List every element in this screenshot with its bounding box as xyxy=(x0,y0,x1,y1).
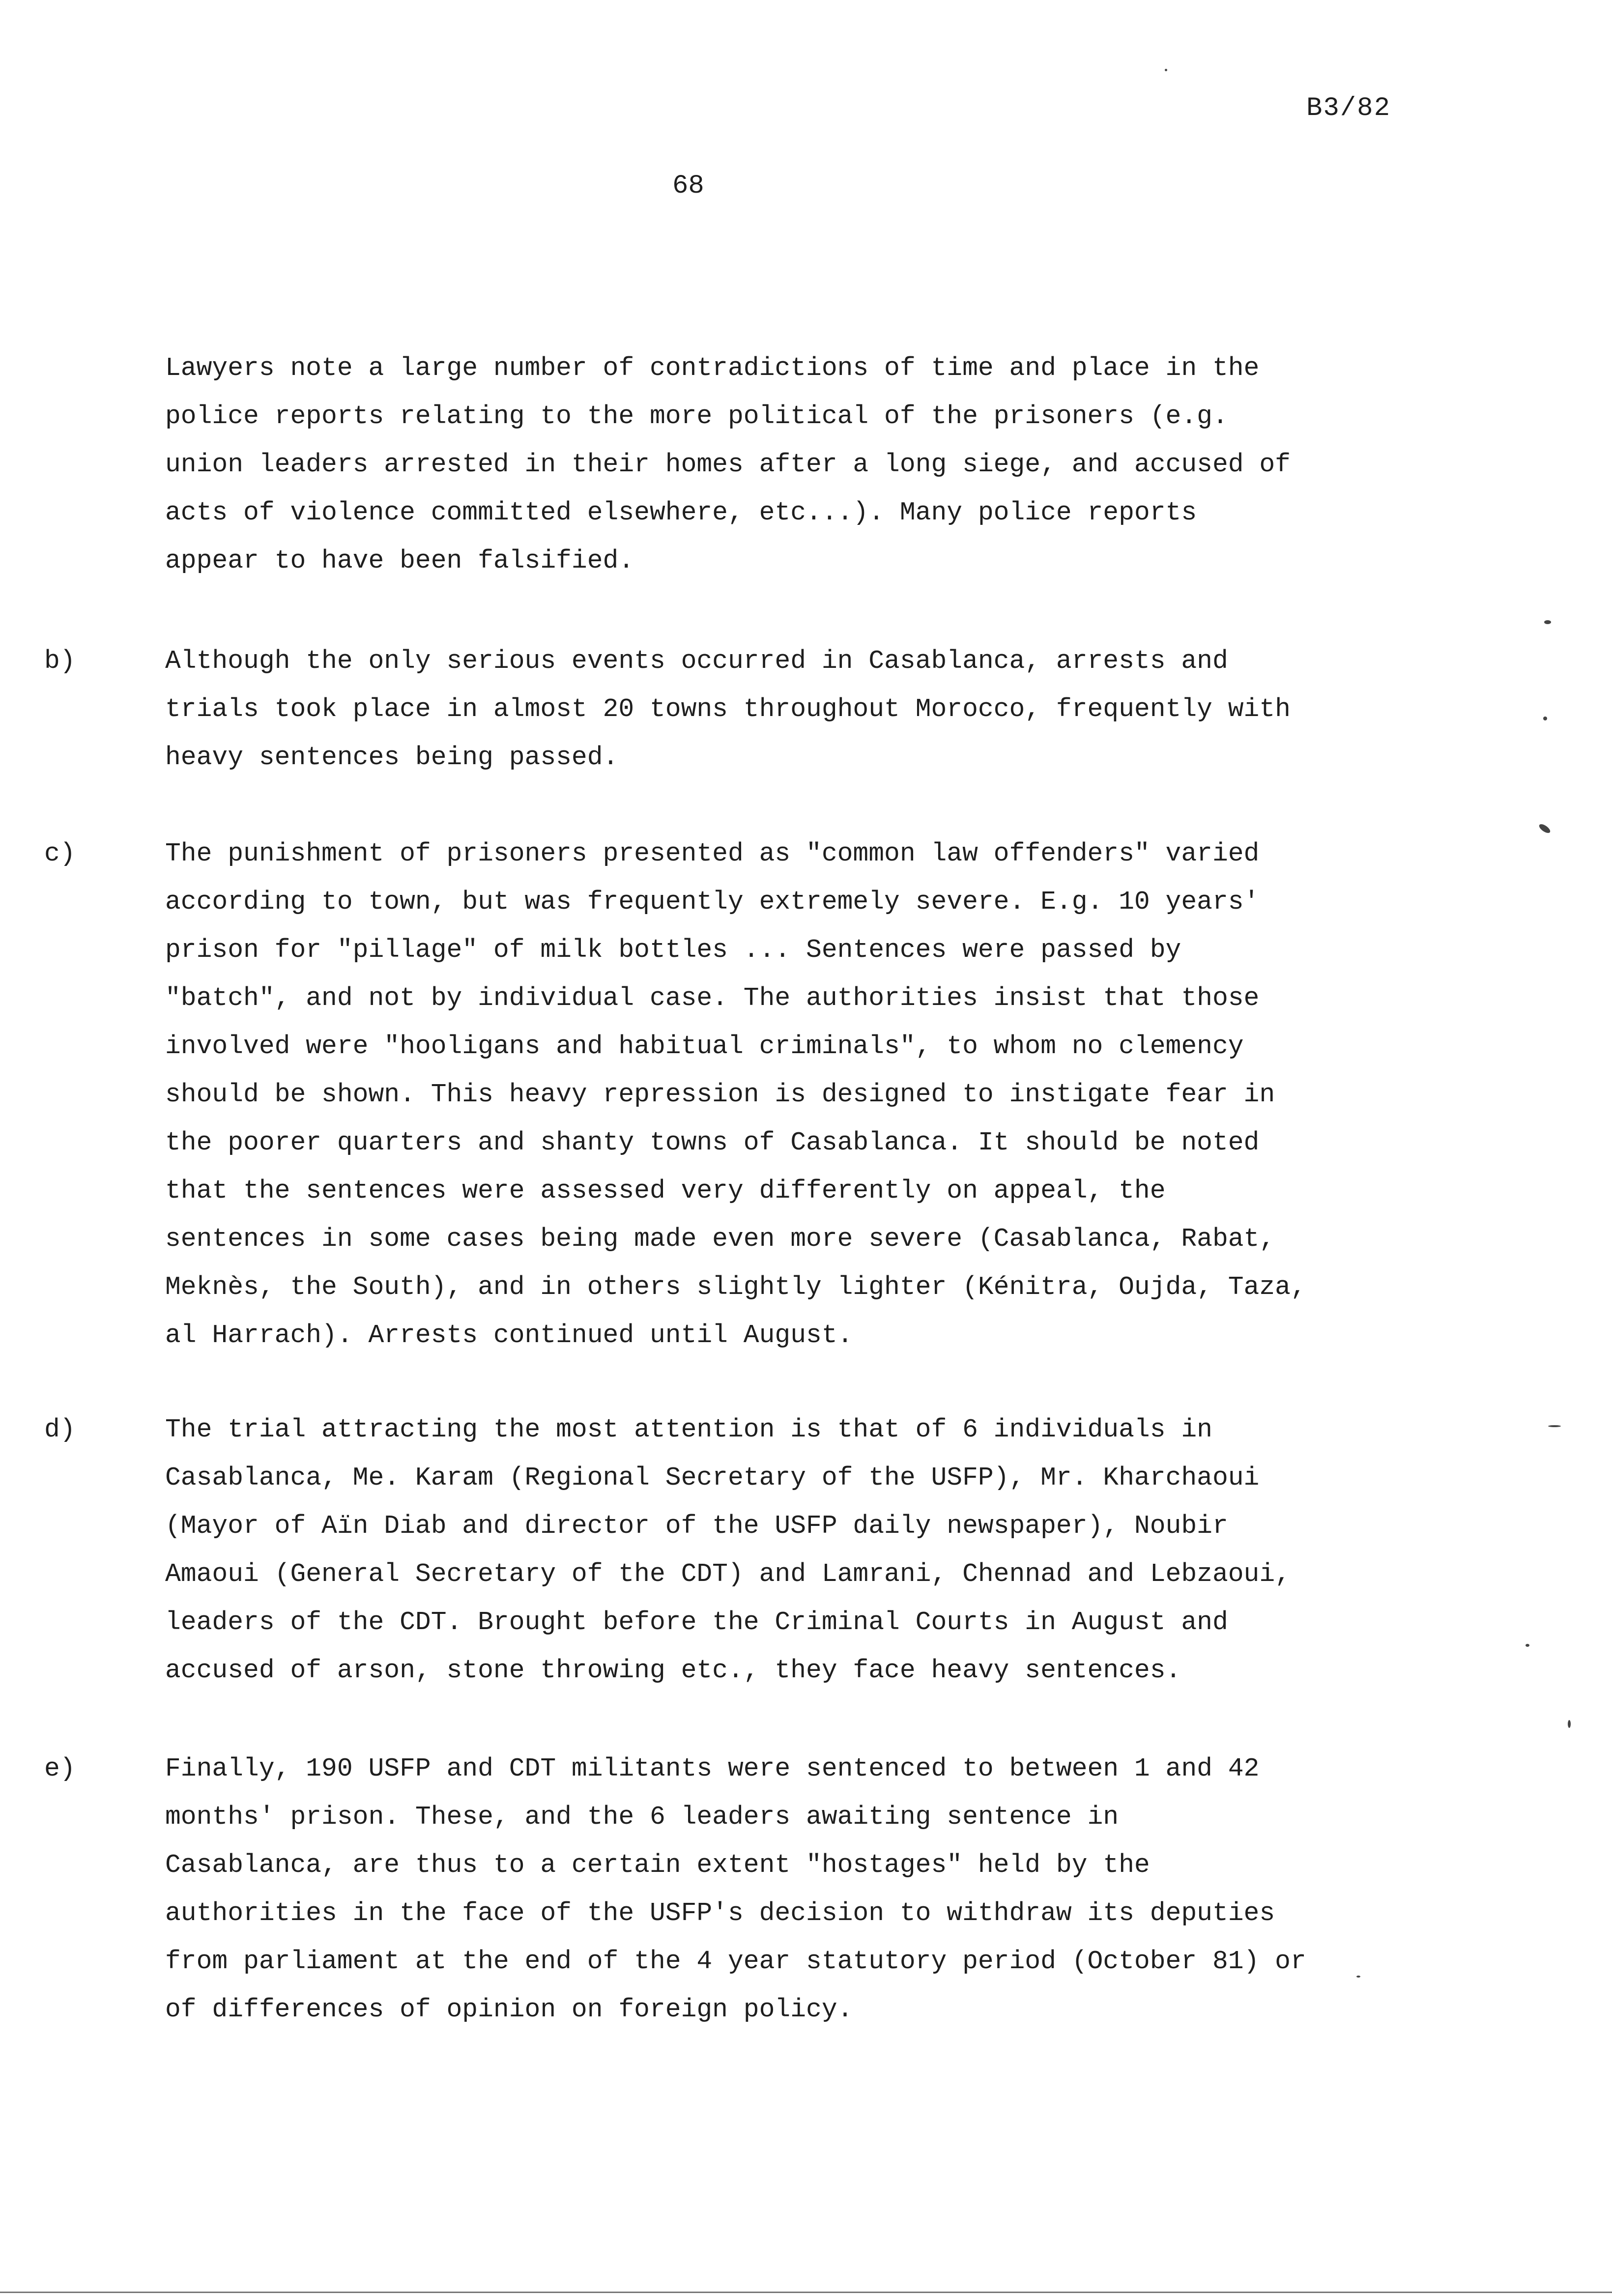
paragraph-marker-b: b) xyxy=(44,646,76,676)
text-line: Amaoui (General Secretary of the CDT) and Lamrani, Chennad and Lebzaoui, xyxy=(165,1559,1291,1589)
text-line: trials took place in almost 20 towns throughout Morocco, frequently with xyxy=(165,694,1291,724)
text-line: prison for "pillage" of milk bottles ... Sentences were passed by xyxy=(165,935,1181,965)
scan-speck xyxy=(1544,620,1551,624)
text-line: al Harrach). Arrests continued until August. xyxy=(165,1320,853,1350)
text-line: Although the only serious events occurred in Casablanca, arrests and xyxy=(165,646,1228,676)
text-line: Casablanca, Me. Karam (Regional Secretary of the USFP), Mr. Kharchaoui xyxy=(165,1463,1260,1492)
text-line: Meknès, the South), and in others slightly lighter (Kénitra, Oujda, Taza, xyxy=(165,1272,1306,1302)
scan-speck xyxy=(1543,717,1547,720)
text-line: according to town, but was frequently extremely severe. E.g. 10 years' xyxy=(165,887,1260,917)
paragraph-d xyxy=(165,1406,1374,1694)
paragraph-intro xyxy=(165,344,1374,585)
page-number: 68 xyxy=(672,171,704,201)
text-line: leaders of the CDT. Brought before the Criminal Courts in August and xyxy=(165,1607,1228,1637)
text-line: "batch", and not by individual case. The authorities insist that those xyxy=(165,983,1260,1013)
scan-speck xyxy=(1165,69,1167,71)
text-line: heavy sentences being passed. xyxy=(165,743,619,772)
text-line: The trial attracting the most attention is that of 6 individuals in xyxy=(165,1415,1212,1444)
text-line: The punishment of prisoners presented as "common law offenders" varied xyxy=(165,839,1260,868)
text-line: Casablanca, are thus to a certain extent "hostages" held by the xyxy=(165,1850,1150,1880)
scan-speck xyxy=(1526,1644,1529,1647)
text-line: (Mayor of Aïn Diab and director of the USFP daily newspaper), Noubir xyxy=(165,1511,1228,1541)
text-line: Finally, 190 USFP and CDT militants were sentenced to between 1 and 42 xyxy=(165,1754,1260,1783)
paragraph-e xyxy=(165,1745,1374,2034)
document-reference: B3/82 xyxy=(1306,93,1391,123)
text-line: authorities in the face of the USFP's decision to withdraw its deputies xyxy=(165,1898,1275,1928)
paragraph-marker-c: c) xyxy=(44,839,76,868)
paragraph-marker-e: e) xyxy=(44,1754,76,1783)
text-line: of differences of opinion on foreign policy. xyxy=(165,1995,853,2024)
paragraph-c xyxy=(165,830,1374,1359)
text-line: police reports relating to the more political of the prisoners (e.g. xyxy=(165,402,1228,431)
text-line: sentences in some cases being made even more severe (Casablanca, Rabat, xyxy=(165,1224,1275,1254)
scan-speck xyxy=(1548,1425,1561,1427)
text-line: that the sentences were assessed very differently on appeal, the xyxy=(165,1176,1166,1205)
text-line: involved were "hooligans and habitual criminals", to whom no clemency xyxy=(165,1032,1244,1061)
text-line: Lawyers note a large number of contradictions of time and place in the xyxy=(165,353,1260,383)
text-line: acts of violence committed elsewhere, etc...). Many police reports xyxy=(165,498,1197,527)
text-line: appear to have been falsified. xyxy=(165,546,634,575)
paragraph-marker-d: d) xyxy=(44,1415,76,1444)
text-line: accused of arson, stone throwing etc., they face heavy sentences. xyxy=(165,1656,1181,1685)
scan-speck xyxy=(1356,1976,1360,1978)
text-line: should be shown. This heavy repression is designed to instigate fear in xyxy=(165,1080,1275,1109)
page-bottom-edge xyxy=(0,2292,1612,2293)
text-line: from parliament at the end of the 4 year statutory period (October 81) or xyxy=(165,1947,1306,1976)
text-line: months' prison. These, and the 6 leaders awaiting sentence in xyxy=(165,1802,1119,1832)
text-line: union leaders arrested in their homes after a long siege, and accused of xyxy=(165,450,1291,479)
scan-speck xyxy=(1538,823,1552,835)
paragraph-b xyxy=(165,637,1374,781)
text-line: the poorer quarters and shanty towns of Casablanca. It should be noted xyxy=(165,1128,1260,1157)
scan-speck xyxy=(1568,1720,1571,1728)
